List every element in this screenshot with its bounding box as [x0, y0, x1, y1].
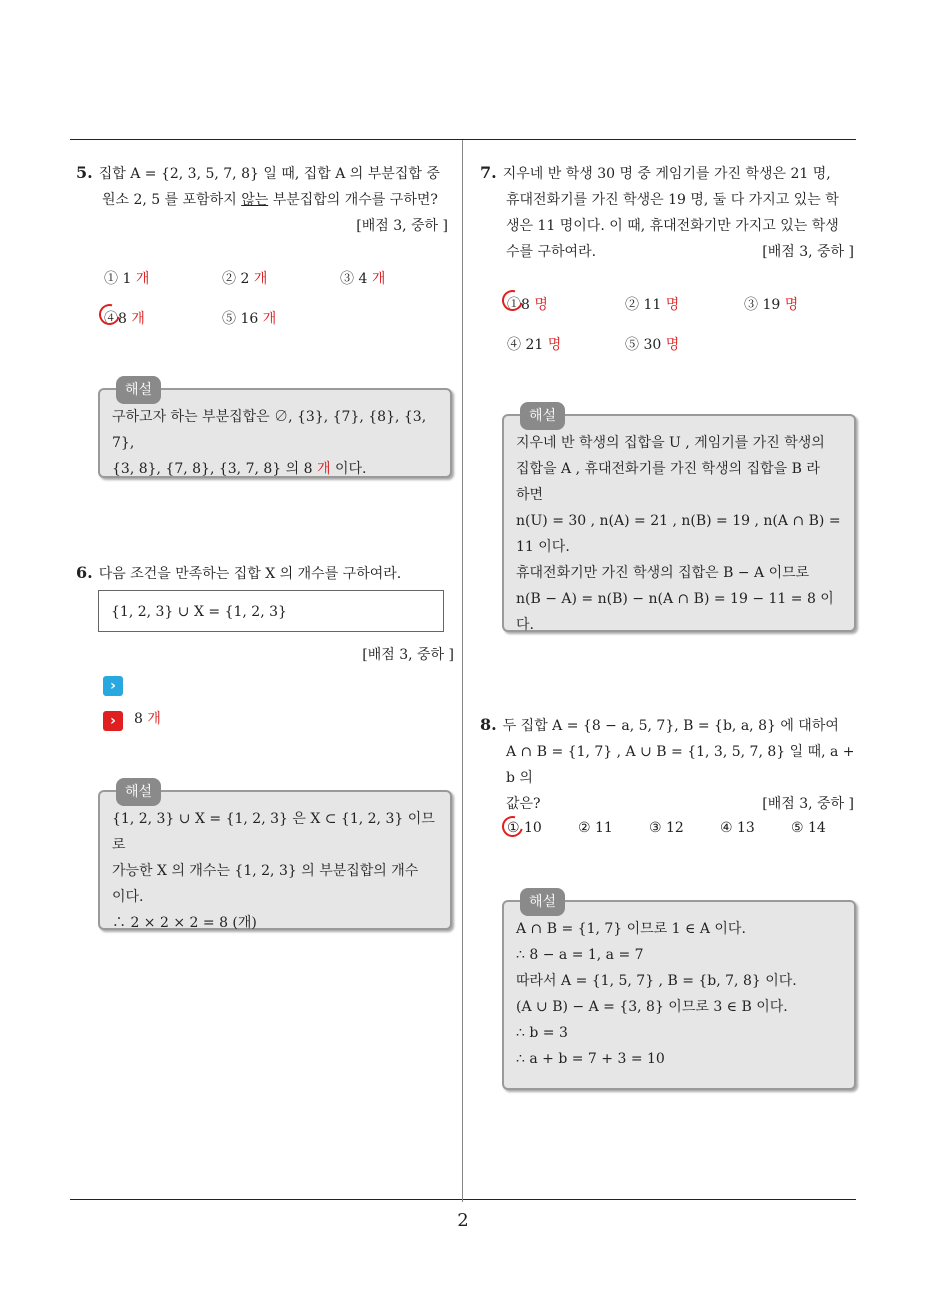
- question-text: 생은 11 명이다. 이 때, 휴대전화기만 가지고 있는 학생: [506, 218, 839, 234]
- explanation-line: 따라서 A = {1, 5, 7} , B = {b, 7, 8} 이다.: [516, 973, 797, 989]
- choice-1[interactable]: ① 10: [507, 820, 542, 836]
- choice-1[interactable]: ①8 명: [507, 294, 548, 314]
- question-text: 값은?: [506, 796, 541, 812]
- explanation-line: {1, 2, 3} ∪ X = {1, 2, 3} 은 X ⊂ {1, 2, 3} 이므로: [112, 811, 435, 853]
- choice-5[interactable]: ⑤ 16 개: [222, 311, 277, 327]
- choice-2[interactable]: ② 11: [578, 820, 613, 836]
- question-number: 5.: [76, 163, 93, 182]
- explanation-box-q5: [98, 382, 452, 478]
- choice-2[interactable]: ② 2 개: [222, 271, 268, 287]
- column-divider: [462, 140, 463, 1202]
- question-text: 원소 2, 5 를 포함하지: [102, 192, 242, 208]
- explanation-tag: 해설: [116, 778, 161, 806]
- explanation-line: 이다.: [112, 889, 144, 905]
- explanation-line: A ∩ B = {1, 7} 이므로 1 ∈ A 이다.: [516, 921, 746, 937]
- explanation-line: 집합을 A , 휴대전화기를 가진 학생의 집합을 B 라: [516, 461, 820, 477]
- explanation-line: n(B − A) = n(B) − n(A ∩ B) = 19 − 11 = 8 이다.: [516, 591, 834, 633]
- question-text: 두 집합 A = {8 − a, 5, 7}, B = {b, a, 8} 에 대하여: [502, 718, 839, 734]
- question-text: 집합 A = {2, 3, 5, 7, 8} 일 때, 집합 A 의 부분집합 중: [98, 166, 440, 182]
- explanation-line: ∴ b = 3: [516, 1025, 568, 1041]
- explanation-line: ∴ 8 − a = 1, a = 7: [516, 947, 644, 963]
- explanation-line: 11 이다.: [516, 539, 570, 555]
- score-label: [배점 3, 중하 ]: [762, 796, 854, 812]
- explanation-line: 하면: [516, 487, 544, 503]
- score-label: [배점 3, 중하 ]: [356, 218, 448, 234]
- choice-5[interactable]: ⑤ 30 명: [625, 337, 680, 353]
- question-text: 수를 구하여라.: [506, 244, 597, 260]
- page-number: 2: [457, 1210, 469, 1231]
- explanation-line: 구하고자 하는 부분집합은 ∅, {3}, {7}, {8}, {3, 7},: [112, 409, 427, 451]
- choice-3[interactable]: ③ 19 명: [744, 297, 799, 313]
- question-text: 다음 조건을 만족하는 집합 X 의 개수를 구하여라.: [98, 566, 402, 582]
- choice-4[interactable]: ④ 21 명: [507, 337, 562, 353]
- question-5: [76, 160, 456, 239]
- explanation-tag: 해설: [520, 402, 565, 430]
- underlined-text: 않는: [241, 192, 269, 208]
- explanation-box-q8: [502, 894, 856, 1090]
- explanation-line: {3, 8}, {7, 8}, {3, 7, 8} 의 8 개 이다.: [112, 461, 367, 477]
- question-7: [480, 160, 858, 265]
- choice-3[interactable]: ③ 12: [649, 820, 684, 836]
- question-number: 8.: [480, 715, 497, 734]
- score-label: [배점 3, 중하 ]: [762, 244, 854, 260]
- play-blue-icon[interactable]: ›: [103, 676, 123, 696]
- question-text: 휴대전화기를 가진 학생은 19 명, 둘 다 가지고 있는 학: [506, 192, 839, 208]
- choice-4[interactable]: ④ 13: [720, 820, 755, 836]
- choice-5[interactable]: ⑤ 14: [791, 820, 826, 836]
- question-text: 부분집합의 개수를 구하면?: [268, 192, 438, 208]
- question-text: A ∩ B = {1, 7} , A ∪ B = {1, 3, 5, 7, 8} 일 때, a + b 의: [506, 744, 855, 786]
- choice-4[interactable]: ④8 개: [104, 308, 145, 328]
- explanation-box-q7: [502, 408, 856, 633]
- question-number: 7.: [480, 163, 497, 182]
- answer-q6: 8 개: [134, 711, 161, 727]
- top-rule: [70, 139, 856, 140]
- explanation-line: ∴ a + b = 7 + 3 = 10: [516, 1051, 665, 1067]
- score-label: [배점 3, 중하 ]: [362, 647, 454, 663]
- explanation-box-q6: [98, 784, 452, 931]
- explanation-line: 지우네 반 학생의 집합을 U , 게임기를 가진 학생의: [516, 435, 825, 451]
- choice-3[interactable]: ③ 4 개: [340, 271, 386, 287]
- play-red-icon[interactable]: ›: [103, 711, 123, 731]
- explanation-tag: 해설: [520, 888, 565, 916]
- choice-2[interactable]: ② 11 명: [625, 297, 680, 313]
- question-text: 지우네 반 학생 30 명 중 게임기를 가진 학생은 21 명,: [502, 166, 831, 182]
- explanation-line: 휴대전화기만 가진 학생의 집합은 B − A 이므로: [516, 565, 810, 581]
- condition-box: {1, 2, 3} ∪ X = {1, 2, 3}: [98, 590, 444, 632]
- choice-1[interactable]: ① 1 개: [104, 271, 150, 287]
- question-8: [480, 712, 858, 817]
- bottom-rule: [70, 1199, 856, 1200]
- explanation-line: (A ∪ B) − A = {3, 8} 이므로 3 ∈ B 이다.: [516, 999, 788, 1015]
- explanation-line: n(U) = 30 , n(A) = 21 , n(B) = 19 , n(A ∩ B) =: [516, 513, 841, 529]
- question-number: 6.: [76, 563, 93, 582]
- explanation-line: ∴ 2 × 2 × 2 = 8 (개): [112, 915, 257, 931]
- explanation-line: 가능한 X 의 개수는 {1, 2, 3} 의 부분집합의 개수: [112, 863, 419, 879]
- explanation-tag: 해설: [116, 376, 161, 404]
- question-6: [76, 560, 456, 587]
